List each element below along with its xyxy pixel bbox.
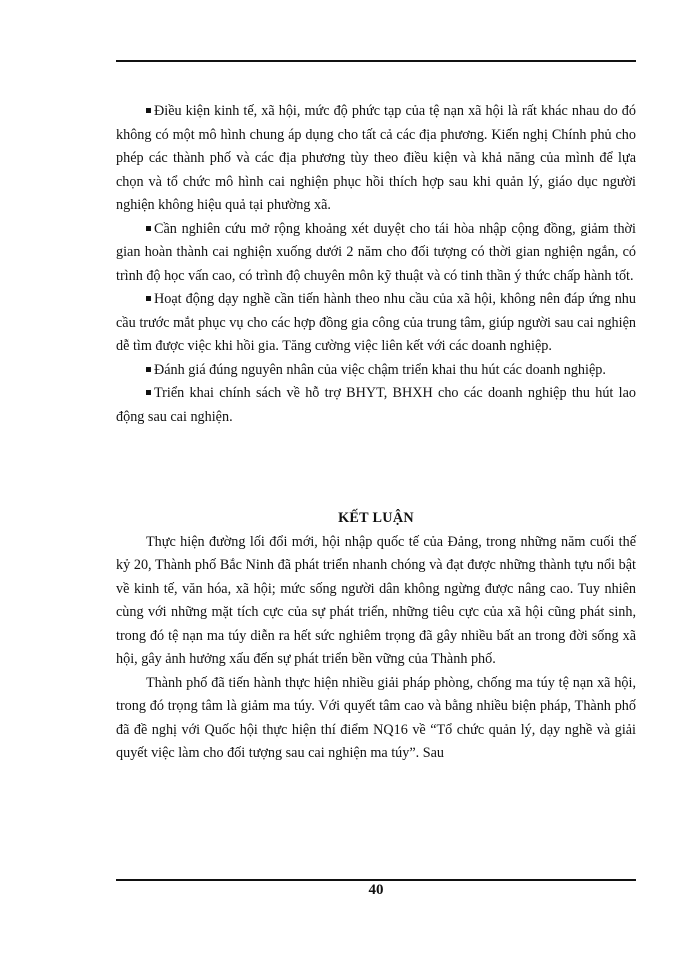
conclusion-paragraph: Thành phố đã tiến hành thực hiện nhiều giải pháp phòng, chống ma túy tệ nạn xã hội, trong đó trọng tâm là giảm ma túy. Với quyết tâm cao và bằng nhiều biện pháp, Thành phố đã đề nghị với Quốc hội thực hiện thí điểm NQ16 về “Tổ chức quản lý, dạy nghề và giải quyết việc làm cho đối tượng sau cai nghiện ma túy”. Sau [116,674,636,761]
section-spacer [116,429,636,507]
section-heading: KẾT LUẬN [338,510,414,526]
bullet-text: Triển khai chính sách về hỗ trợ BHYT, BHXH cho các doanh nghiệp thu hút lao động sau cai nghiện. [116,385,636,425]
bullet-text: Đánh giá đúng nguyên nhân của việc chậm triển khai thu hút các doanh nghiệp. [154,361,606,378]
bullet-text: Hoạt động dạy nghề cần tiến hành theo nhu cầu của xã hội, không nên đáp ứng nhu cầu trước mắt phục vụ cho các hợp đồng gia công của trung tâm, giúp người sau cai nghiện dễ tìm được việc khi hồi gia. Tăng cường việc liên kết với các doanh nghiệp. [116,291,636,354]
square-bullet-icon [146,226,151,231]
recommendation-bullet [116,288,636,359]
square-bullet-icon [146,390,151,395]
bullet-text: Cần nghiên cứu mở rộng khoảng xét duyệt cho tái hòa nhập cộng đồng, giảm thời gian hoàn thành cai nghiện xuống dưới 2 năm cho đối tượng có thời gian nghiện ngắn, có trình độ học vấn cao, có trình độ chuyên môn kỹ thuật và có tinh thần ý thức chấp hành tốt. [116,220,636,284]
header-rule [116,60,636,62]
square-bullet-icon [146,296,151,301]
document-body [116,100,636,766]
square-bullet-icon [146,108,151,113]
recommendation-bullet [116,359,636,383]
recommendation-bullet [116,100,636,218]
recommendation-bullet [116,218,636,289]
recommendation-bullet [116,382,636,429]
bullet-text: Điều kiện kinh tế, xã hội, mức độ phức tạp của tệ nạn xã hội là rất khác nhau do đó không có một mô hình chung áp dụng cho tất cả các địa phương. Kiến nghị Chính phủ cho phép các thành phố và các địa phương tùy theo điều kiện và khả năng của mình để lựa chọn và tổ chức mô hình cai nghiện phục hồi thích hợp sau khi quản lý, giáo dục người nghiện không hiệu quả tại phường xã. [116,103,636,213]
conclusion-paragraph: Thực hiện đường lối đổi mới, hội nhập quốc tế của Đảng, trong những năm cuối thế kỷ 20, Thành phố Bắc Ninh đã phát triển nhanh chóng và đạt được những thành tựu nổi bật về kinh tế, văn hóa, xã hội; mức sống người dân không ngừng được nâng cao. Tuy nhiên cùng với những mặt tích cực của sự phát triển, những tiêu cực của xã hội cũng phát sinh, trong đó tệ nạn ma túy diễn ra hết sức nghiêm trọng đã gây nhiều bất an trong đời sống xã hội, gây ảnh hưởng xấu đến sự phát triển bền vững của Thành phố. [116,533,636,667]
square-bullet-icon [146,367,151,372]
page-number: 40 [368,882,384,898]
